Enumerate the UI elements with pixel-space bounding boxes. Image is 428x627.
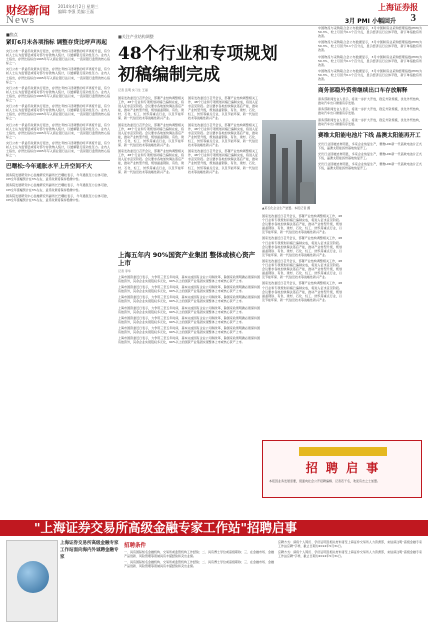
pmi-headline: 3月 PMI 小幅回升 — [345, 18, 396, 25]
left-headline-2: 巴曙松:今年通胀水平上升空间不大 — [6, 164, 93, 171]
left-body-4: 央行公布一季货币政策执行报告，存贷比考核口径调整的呼声再度升温，有分析人士认为监管层或将对部分存款纳入统计，以缓解银行流动性压力。业内人士指出，存贷比指标自1995年写入商业银行法以来，一直是银行监管的核心指标之一。 — [6, 104, 110, 121]
right-body-9: 光伏行业回暖迹象明显，多家企业恢复生产，赛维LDK新一代高效电池片正式下线，晶澳太阳能扬州基地恢复开工。 — [318, 151, 422, 160]
issue-info — [58, 4, 99, 14]
ad-image — [6, 540, 58, 622]
photo-caption: ▲某石化企业生产装置。本报记者 摄 — [262, 206, 311, 210]
right-body-7: 商务部新闻发言人表示，将进一步扩大开放，稳定外资规模，优化外贸结构，推动汽车出口健康有序发展。 — [318, 117, 422, 126]
right-headline-2: 商务部稳外资将继续出口车存放解释 — [318, 88, 408, 95]
right-body-4: 中国物流与采购联合会公布数据显示，3月中国制造业采购经理指数(PMI)为50.3%，较上月回升0.1个百分点，显示经济运行总体平稳，新订单指数有所改善。 — [318, 68, 422, 82]
lead-body-col-2 — [188, 96, 258, 246]
issue-date: 2014年4月2日 星期三 — [58, 4, 99, 9]
recruit-ad-subtitle: 本报因业务发展需要，现面向社会公开招聘编辑、记者若干名，欢迎有志之士加盟。 — [269, 479, 381, 483]
left-column — [6, 32, 110, 518]
left-kicker: ■焦点 — [6, 32, 18, 37]
masthead-en: News — [6, 14, 36, 26]
right-divider-1 — [318, 84, 422, 85]
lead-body-1: 国家发改委近日召开会议，部署产业结构调整相关工作，48个行业和专项规划初稿已编制完成，将进入征求意见阶段。会议要求各地加快淘汰落后产能，推动产业转型升级，规划涵盖钢铁、有色、建材、石化、轻工、纺织等重点行业，以及节能环保、新一代信息技术等战略性新兴产业。 — [118, 96, 184, 121]
photo-stack-1 — [270, 134, 276, 204]
left-body-5: 央行公布一季货币政策执行报告，存贷比考核口径调整的呼声再度升温，有分析人士认为监管层或将对部分存款纳入统计，以缓解银行流动性压力。业内人士指出，存贷比指标自1995年写入商业银行法以来，一直是银行监管的核心指标之一。 — [6, 122, 110, 139]
mid-right-body-2: 国家发改委近日召开会议，部署产业结构调整相关工作，48个行业和专项规划初稿已编制完成，将进入征求意见阶段。会议要求各地加快淘汰落后产能，推动产业转型升级，规划涵盖钢铁、有色、建材、石化、轻工、纺织等重点行业，以及节能环保、新一代信息技术等战略性新兴产业。 — [262, 236, 342, 257]
second-body-6: 上海市国资委近日表示，力争用三至五年时间，基本完成国有企业公司制改革，除国家政策明确必须保持国有独资外，其余企业实现股权多元化，90%以上的国资产业集团实现整体上市或核心资产上市。 — [118, 325, 260, 335]
globe-icon — [17, 561, 49, 593]
lead-title-line1: 48个行业和专项规划 — [118, 44, 278, 64]
left-divider — [6, 160, 110, 161]
second-byline: 记者 李华 — [118, 269, 131, 273]
second-body-2: 上海市国资委近日表示，力争用三至五年时间，基本完成国有企业公司制改革，除国家政策明确必须保持国有独资外，其余企业实现股权多元化，90%以上的国资产业集团实现整体上市或核心资产上市。 — [118, 285, 260, 294]
lead-title — [118, 44, 278, 86]
right-body-5: 商务部新闻发言人表示，将进一步扩大开放，稳定外资规模，优化外贸结构，推动汽车出口健康有序发展。 — [318, 97, 422, 106]
left-body-1: 央行公布一季货币政策执行报告，存贷比考核口径调整的呼声再度升温，有分析人士认为监管层或将对部分存款纳入统计，以缓解银行流动性压力。业内人士指出，存贷比指标自1995年写入商业银行法以来，一直是银行监管的核心指标之一。 — [6, 49, 110, 66]
right-body-1: 中国物流与采购联合会公布数据显示，3月中国制造业采购经理指数(PMI)为50.3%，较上月回升0.1个百分点，显示经济运行总体平稳，新订单指数有所改善。 — [318, 26, 422, 39]
recruit-ad-title: 招 聘 启 事 — [305, 461, 381, 475]
right-column — [318, 26, 422, 436]
mid-right-body-1: 国家发改委近日召开会议，部署产业结构调整相关工作，48个行业和专项规划初稿已编制完成，将进入征求意见阶段。会议要求各地加快淘汰落后产能，推动产业转型升级，规划涵盖钢铁、有色、建材、石化、轻工、纺织等重点行业，以及节能环保、新一代信息技术等战略性新兴产业。 — [262, 214, 342, 235]
recruit-ad-logo — [299, 447, 387, 456]
lead-body-3: 国家发改委近日召开会议，部署产业结构调整相关工作，48个行业和专项规划初稿已编制完成，将进入征求意见阶段。会议要求各地加快淘汰落后产能，推动产业转型升级，规划涵盖钢铁、有色、建材、石化、轻工、纺织等重点行业，以及节能环保、新一代信息技术等战略性新兴产业。 — [118, 149, 184, 174]
left-body-7: 国务院发展研究中心金融研究所副所长巴曙松表示，今年通胀压力总体可控，CPI全年涨幅预计在3%左右，货币政策将保持稳健中性。 — [6, 173, 110, 182]
left-headline: 紧盯6月末各项指标 调整存贷比呼声再起 — [6, 40, 107, 46]
second-headline: 上海五年内 90%国资产业集团 整体或核心资产上市 — [118, 251, 256, 267]
ad-recruit-text-2: 一、具有国际知名金融机构、交易所或监管机构工作经验；二、具有博士学位或高级职称；三、在金融市场、金融产品创新、风险管理等领域具有丰富经验和突出业绩。 — [124, 560, 275, 569]
lead-kicker: ■关注产业结构调整 — [118, 34, 154, 39]
mid-right-body-3: 国家发改委近日召开会议，部署产业结构调整相关工作，48个行业和专项规划初稿已编制完成，将进入征求意见阶段。会议要求各地加快淘汰落后产能，推动产业转型升级，规划涵盖钢铁、有色、建材、石化、轻工、纺织等重点行业，以及节能环保、新一代信息技术等战略性新兴产业。 — [262, 258, 342, 280]
lead-title-line2: 初稿编制完成 — [118, 65, 220, 85]
lead-body-5: 国家发改委近日召开会议，部署产业结构调整相关工作，48个行业和专项规划初稿已编制完成，将进入征求意见阶段。会议要求各地加快淘汰落后产能，推动产业转型升级，规划涵盖钢铁、有色、建材、石化、轻工、纺织等重点行业，以及节能环保、新一代信息技术等战略性新兴产业。 — [188, 122, 258, 148]
right-body-8: 光伏行业回暖迹象明显，多家企业恢复生产，赛维LDK新一代高效电池片正式下线，晶澳太阳能扬州基地恢复开工。 — [318, 141, 422, 150]
lead-byline: 记者 张明 实习生 王丽 — [118, 88, 148, 92]
ad-apply-text-1: 应聘方式：请将个人简历、学历证明及相关材料寄至上海证券交易所人力资源部，来信请注明“高级金融专家工作站应聘”字样，截止日期为2014年5月31日。 — [278, 540, 422, 549]
second-body-7: 上海市国资委近日表示，力争用三至五年时间，基本完成国有企业公司制改革，除国家政策明确必须保持国有独资外，其余企业实现股权多元化，90%以上的国资产业集团实现整体上市或核心资产上市。 — [118, 336, 260, 345]
brand-label: 上海证券报 — [378, 3, 418, 12]
ad-apply-text-2: 应聘方式：请将个人简历、学历证明及相关材料寄至上海证券交易所人力资源部，来信请注明“高级金融专家工作站应聘”字样，截止日期为2014年5月31日。 — [278, 550, 422, 559]
left-body-9: 国务院发展研究中心金融研究所副所长巴曙松表示，今年通胀压力总体可控，CPI全年涨幅预计在3%左右，货币政策将保持稳健中性。 — [6, 193, 110, 202]
left-body-2: 央行公布一季货币政策执行报告，存贷比考核口径调整的呼声再度升温，有分析人士认为监管层或将对部分存款纳入统计，以缓解银行流动性压力。业内人士指出，存贷比指标自1995年写入商业银行法以来，一直是银行监管的核心指标之一。 — [6, 67, 110, 84]
right-body-3: 中国物流与采购联合会公布数据显示，3月中国制造业采购经理指数(PMI)为50.3%，较上月回升0.1个百分点，显示经济运行总体平稳，新订单指数有所改善。 — [318, 54, 422, 67]
ad-slogan: 上海证券交易所高级金融专家工作站面向海内外诚聘金融专家 — [60, 541, 119, 560]
lead-body-4: 国家发改委近日召开会议，部署产业结构调整相关工作，48个行业和专项规划初稿已编制完成，将进入征求意见阶段。会议要求各地加快淘汰落后产能，推动产业转型升级，规划涵盖钢铁、有色、建材、石化、轻工、纺织等重点行业，以及节能环保、新一代信息技术等战略性新兴产业。 — [188, 96, 258, 121]
right-headline-3: 赛维太阳能电池片下线 晶澳太阳能再开工 — [318, 132, 421, 139]
ad-recruit-text-1: 一、具有国际知名金融机构、交易所或监管机构工作经验；二、具有博士学位或高级职称；三、在金融市场、金融产品创新、风险管理等领域具有丰富经验和突出业绩。 — [124, 550, 275, 559]
factory-photo — [262, 120, 316, 204]
photo-stack-2 — [282, 148, 288, 204]
second-body-5: 上海市国资委近日表示，力争用三至五年时间，基本完成国有企业公司制改革，除国家政策明确必须保持国有独资外，其余企业实现股权多元化，90%以上的国资产业集团实现整体上市或核心资产上市。 — [118, 315, 260, 324]
recruit-ad-box — [262, 440, 422, 498]
ad-recruit-title: 招聘条件 — [124, 543, 147, 549]
page-number: 3 — [410, 12, 416, 24]
right-body-2: 中国物流与采购联合会公布数据显示，3月中国制造业采购经理指数(PMI)为50.3%，较上月回升0.1个百分点，显示经济运行总体平稳，新订单指数有所改善。 — [318, 40, 422, 53]
lead-body-2: 国家发改委近日召开会议，部署产业结构调整相关工作，48个行业和专项规划初稿已编制完成，将进入征求意见阶段。会议要求各地加快淘汰落后产能，推动产业转型升级，规划涵盖钢铁、有色、建材、石化、轻工、纺织等重点行业，以及节能环保、新一代信息技术等战略性新兴产业。 — [118, 122, 184, 148]
issue-editor: 编辑:李强 美编:王磊 — [58, 9, 94, 14]
second-body-1: 上海市国资委近日表示，力争用三至五年时间，基本完成国有企业公司制改革，除国家政策明确必须保持国有独资外，其余企业实现股权多元化，90%以上的国资产业集团实现整体上市或核心资产上市。 — [118, 275, 260, 284]
ad-recruit-body — [124, 550, 274, 568]
second-body-4: 上海市国资委近日表示，力争用三至五年时间，基本完成国有企业公司制改革，除国家政策明确必须保持国有独资外，其余企业实现股权多元化，90%以上的国资产业集团实现整体上市或核心资产上市。 — [118, 305, 260, 314]
masthead: 财经新闻 — [6, 4, 50, 17]
right-body-10: 光伏行业回暖迹象明显，多家企业恢复生产，赛维LDK新一代高效电池片正式下线，晶澳太阳能扬州基地恢复开工。 — [318, 162, 422, 171]
left-body-6: 央行公布一季货币政策执行报告，存贷比考核口径调整的呼声再度升温，有分析人士认为监管层或将对部分存款纳入统计，以缓解银行流动性压力。业内人士指出，存贷比指标自1995年写入商业银行法以来，一直是银行监管的核心指标之一。 — [6, 140, 110, 158]
right-body-6: 商务部新闻发言人表示，将进一步扩大开放，稳定外资规模，优化外贸结构，推动汽车出口健康有序发展。 — [318, 107, 422, 116]
left-body-8: 国务院发展研究中心金融研究所副所长巴曙松表示，今年通胀压力总体可控，CPI全年涨幅预计在3%左右，货币政策将保持稳健中性。 — [6, 183, 110, 192]
lead-body-6: 国家发改委近日召开会议，部署产业结构调整相关工作，48个行业和专项规划初稿已编制完成，将进入征求意见阶段。会议要求各地加快淘汰落后产能，推动产业转型升级，规划涵盖钢铁、有色、建材、石化、轻工、纺织等重点行业，以及节能环保、新一代信息技术等战略性新兴产业。 — [188, 149, 258, 174]
bottom-banner-text: "上海证券交易所高级金融专家工作站"招聘启事 — [34, 520, 298, 535]
second-body-3: 上海市国资委近日表示，力争用三至五年时间，基本完成国有企业公司制改革，除国家政策明确必须保持国有独资外，其余企业实现股权多元化，90%以上的国资产业集团实现整体上市或核心资产上市。 — [118, 295, 260, 304]
mid-right-body-4: 国家发改委近日召开会议，部署产业结构调整相关工作，48个行业和专项规划初稿已编制完成，将进入征求意见阶段。会议要求各地加快淘汰落后产能，推动产业转型升级，规划涵盖钢铁、有色、建材、石化、轻工、纺织等重点行业，以及节能环保、新一代信息技术等战略性新兴产业。 — [262, 281, 342, 302]
ad-apply-info — [278, 540, 422, 558]
right-divider-2 — [318, 129, 422, 130]
lead-body-col-1 — [118, 96, 184, 246]
photo-tank — [300, 182, 314, 204]
left-body-3: 央行公布一季货币政策执行报告，存贷比考核口径调整的呼声再度升温，有分析人士认为监管层或将对部分存款纳入统计，以缓解银行流动性压力。业内人士指出，存贷比指标自1995年写入商业银行法以来，一直是银行监管的核心指标之一。 — [6, 85, 110, 103]
second-story — [118, 250, 260, 516]
